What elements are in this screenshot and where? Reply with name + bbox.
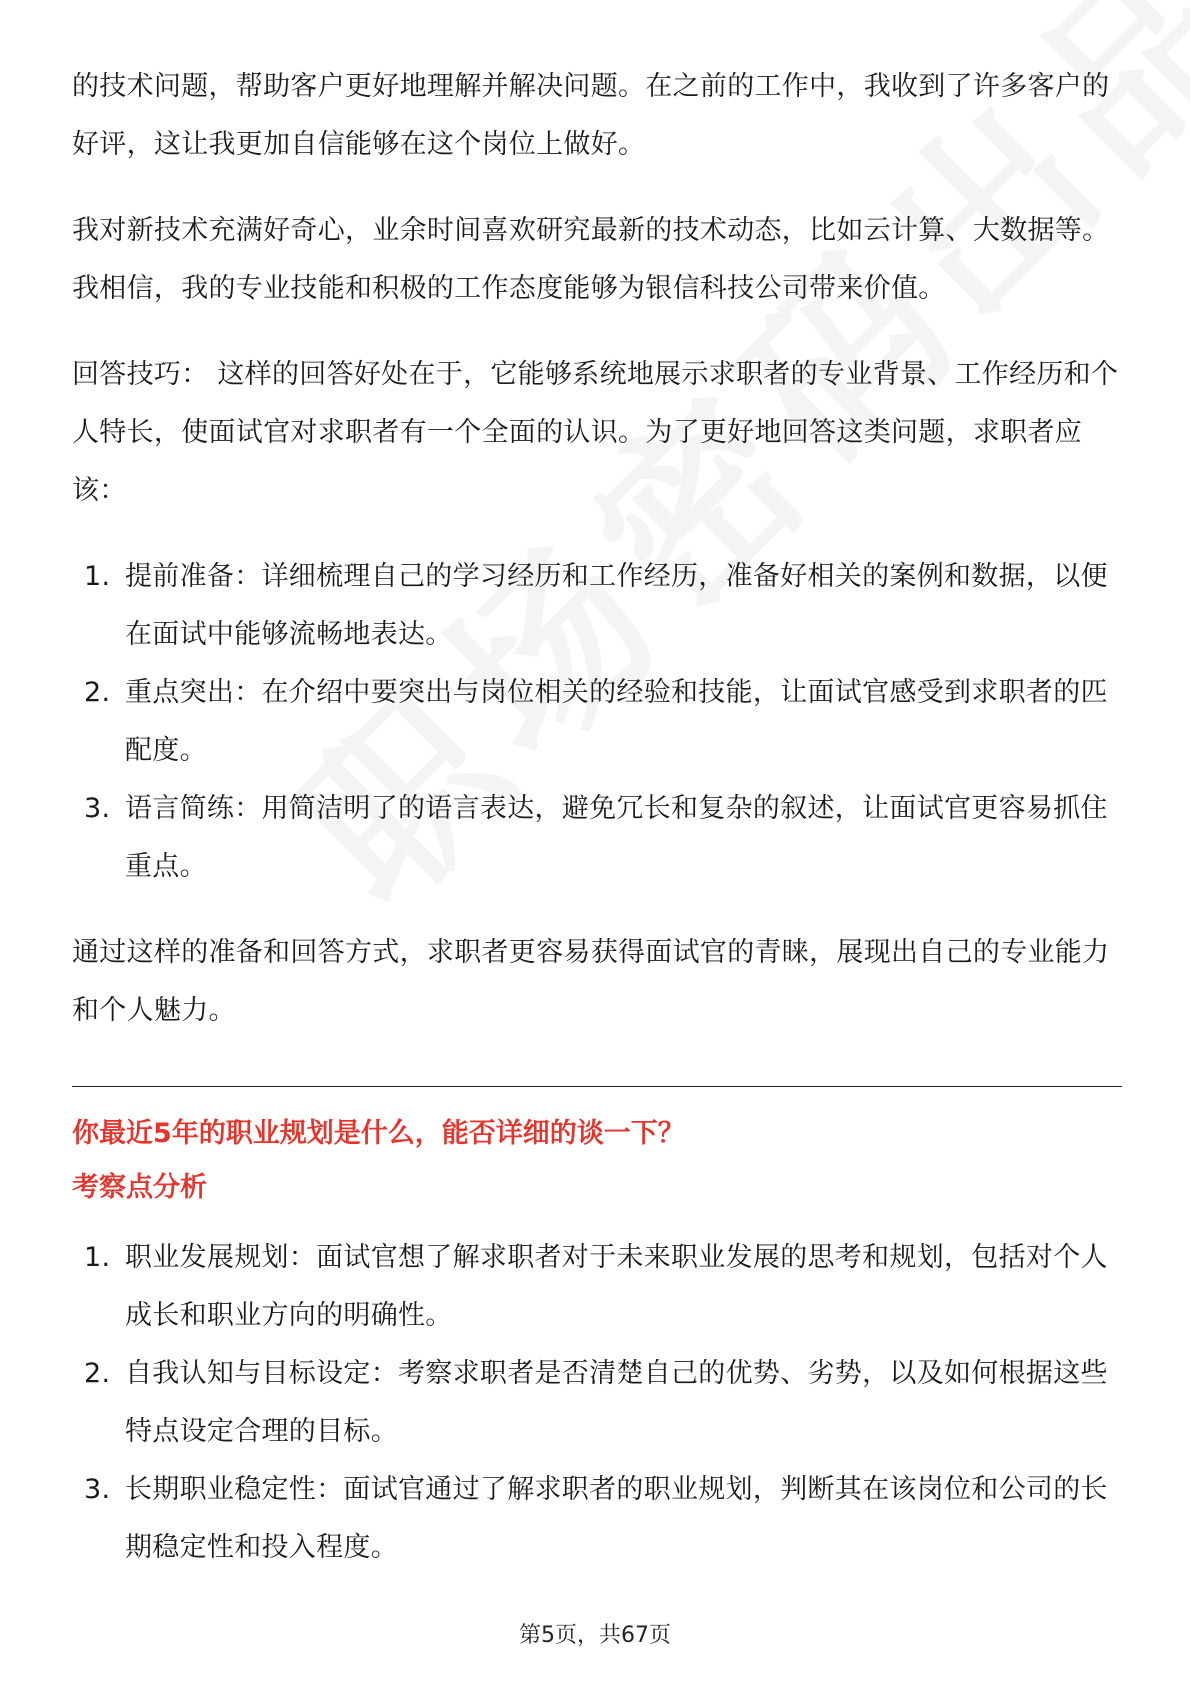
list-number: 1. xyxy=(84,1242,111,1273)
tips-list xyxy=(72,548,1122,896)
list-item xyxy=(72,548,1122,664)
question-title: 你最近5年的职业规划是什么，能否详细的谈一下？ xyxy=(72,1118,685,1149)
list-number: 3. xyxy=(84,793,111,824)
list-item-text: 长期职业稳定性：面试官通过了解求职者的职业规划，判断其在该岗位和公司的长期稳定性和投入程度。 xyxy=(125,1474,1108,1563)
page-footer: 第5页，共67页 xyxy=(519,1623,671,1648)
intro-paragraph: 的技术问题，帮助客户更好地理解并解决问题。在之前的工作中，我收到了许多客户的好评，这让我更加自信能够在这个岗位上做好。 xyxy=(72,71,1110,160)
list-item-text: 职业发展规划：面试官想了解求职者对于未来职业发展的思考和规划，包括对个人成长和职业方向的明确性。 xyxy=(125,1242,1108,1331)
answer-tips-paragraph: 回答技巧： 这样的回答好处在于，它能够系统地展示求职者的专业背景、工作经历和个人特长，使面试官对求职者有一个全面的认识。为了更好地回答这类问题，求职者应该： xyxy=(72,359,1119,506)
list-item xyxy=(72,1345,1122,1461)
list-item-text: 提前准备：详细梳理自己的学习经历和工作经历，准备好相关的案例和数据，以便在面试中能够流畅地表达。 xyxy=(125,561,1108,650)
list-number: 1. xyxy=(84,561,111,592)
list-number: 2. xyxy=(84,1358,111,1389)
analysis-points-list xyxy=(72,1229,1122,1577)
list-item-text: 重点突出：在介绍中要突出与岗位相关的经验和技能，让面试官感受到求职者的匹配度。 xyxy=(125,677,1108,766)
list-item xyxy=(72,780,1122,896)
list-item xyxy=(72,664,1122,780)
list-number: 3. xyxy=(84,1474,111,1505)
section-divider xyxy=(72,1086,1122,1087)
list-item xyxy=(72,1229,1122,1345)
intro-paragraph: 我对新技术充满好奇心，业余时间喜欢研究最新的技术动态，比如云计算、大数据等。我相信，我的专业技能和积极的工作态度能够为银信科技公司带来价值。 xyxy=(72,215,1110,304)
list-item-text: 自我认知与目标设定：考察求职者是否清楚自己的优势、劣势，以及如何根据这些特点设定合理的目标。 xyxy=(125,1358,1108,1447)
list-item xyxy=(72,1461,1122,1577)
document-body xyxy=(72,58,1122,1605)
question-subtitle: 考察点分析 xyxy=(72,1172,207,1203)
closing-paragraph: 通过这样的准备和回答方式，求职者更容易获得面试官的青睐，展现出自己的专业能力和个人魅力。 xyxy=(72,937,1110,1026)
list-number: 2. xyxy=(84,677,111,708)
list-item-text: 语言简练：用简洁明了的语言表达，避免冗长和复杂的叙述，让面试官更容易抓住重点。 xyxy=(125,793,1108,882)
